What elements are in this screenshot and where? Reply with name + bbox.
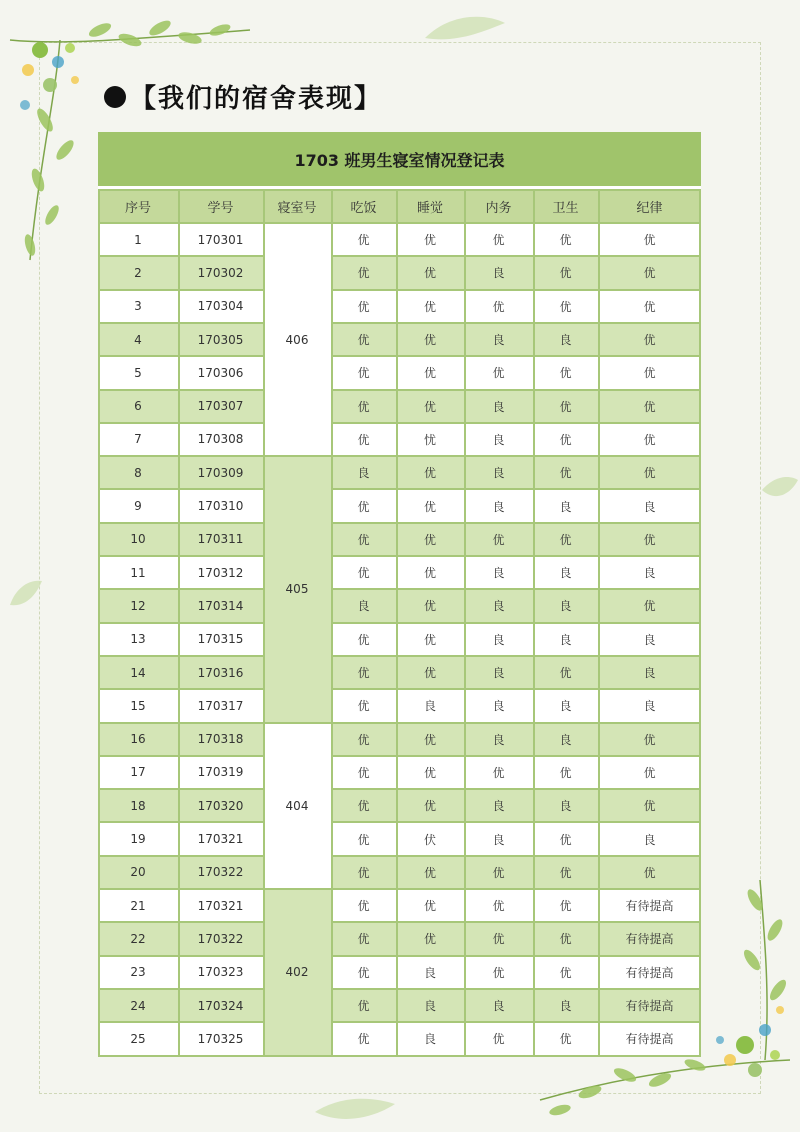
grid-line-horizontal	[331, 189, 701, 191]
grid-line-horizontal	[98, 855, 263, 857]
header-col-tidiness: 内务	[464, 190, 533, 223]
cell-discipline: 优	[598, 290, 701, 323]
cell-seq: 21	[98, 889, 178, 922]
grid-line-horizontal	[98, 422, 263, 424]
cell-student-id: 170318	[178, 723, 263, 756]
cell-student-id: 170310	[178, 489, 263, 522]
grid-line-horizontal	[331, 955, 701, 957]
header-col-discipline: 纪律	[598, 190, 701, 223]
grid-line-horizontal	[98, 655, 263, 657]
cell-tidiness: 优	[464, 856, 533, 889]
cell-meal: 优	[331, 423, 396, 456]
grid-line-horizontal	[331, 688, 701, 690]
cell-student-id: 170304	[178, 290, 263, 323]
cell-tidiness: 良	[464, 489, 533, 522]
cell-student-id: 170322	[178, 856, 263, 889]
cell-student-id: 170317	[178, 689, 263, 722]
grid-line-horizontal	[98, 722, 263, 724]
grid-line-horizontal	[331, 555, 701, 557]
cell-tidiness: 良	[464, 656, 533, 689]
cell-student-id: 170305	[178, 323, 263, 356]
cell-meal: 良	[331, 456, 396, 489]
cell-tidiness: 良	[464, 723, 533, 756]
grid-line-horizontal	[98, 788, 263, 790]
grid-line-horizontal	[98, 389, 263, 391]
cell-discipline: 良	[598, 689, 701, 722]
cell-discipline: 良	[598, 489, 701, 522]
cell-student-id: 170312	[178, 556, 263, 589]
grid-line-horizontal	[331, 355, 701, 357]
grid-line-horizontal	[98, 1021, 263, 1023]
cell-seq: 6	[98, 390, 178, 423]
grid-line-horizontal	[331, 289, 701, 291]
cell-meal: 优	[331, 856, 396, 889]
cell-meal: 优	[331, 689, 396, 722]
cell-sleep: 优	[396, 756, 464, 789]
cell-room-number: 402	[263, 889, 331, 1056]
cell-discipline: 优	[598, 856, 701, 889]
header-col-student-id: 学号	[178, 190, 263, 223]
cell-sleep: 优	[396, 723, 464, 756]
cell-sleep: 伏	[396, 822, 464, 855]
grid-line-horizontal	[331, 622, 701, 624]
cell-student-id: 170311	[178, 523, 263, 556]
cell-hygiene: 优	[533, 889, 598, 922]
section-heading	[104, 78, 382, 115]
cell-discipline: 优	[598, 356, 701, 389]
grid-line-horizontal	[263, 888, 331, 890]
grid-line-horizontal	[263, 222, 331, 224]
cell-meal: 优	[331, 623, 396, 656]
cell-seq: 12	[98, 589, 178, 622]
cell-tidiness: 良	[464, 456, 533, 489]
grid-line-horizontal	[331, 821, 701, 823]
grid-line-horizontal	[331, 888, 701, 890]
cell-hygiene: 优	[533, 523, 598, 556]
cell-meal: 优	[331, 922, 396, 955]
cell-sleep: 优	[396, 290, 464, 323]
grid-line-horizontal	[331, 655, 701, 657]
section-heading-text: 【我们的宿舍表现】	[130, 84, 383, 114]
grid-line-horizontal	[98, 688, 263, 690]
cell-hygiene: 优	[533, 822, 598, 855]
cell-meal: 优	[331, 256, 396, 289]
cell-student-id: 170309	[178, 456, 263, 489]
cell-room-number: 404	[263, 723, 331, 890]
cell-hygiene: 优	[533, 656, 598, 689]
grid-line-horizontal	[263, 722, 331, 724]
cell-tidiness: 良	[464, 556, 533, 589]
cell-tidiness: 优	[464, 356, 533, 389]
grid-line-horizontal	[98, 189, 263, 191]
cell-seq: 1	[98, 223, 178, 256]
cell-hygiene: 良	[533, 789, 598, 822]
cell-room-number: 406	[263, 223, 331, 456]
grid-line-horizontal	[331, 488, 701, 490]
cell-discipline: 良	[598, 656, 701, 689]
cell-student-id: 170319	[178, 756, 263, 789]
grid-line-horizontal	[98, 622, 263, 624]
dorm-record-table	[98, 132, 701, 1056]
cell-sleep: 良	[396, 989, 464, 1022]
cell-student-id: 170324	[178, 989, 263, 1022]
cell-room-number: 405	[263, 456, 331, 722]
cell-seq: 11	[98, 556, 178, 589]
cell-sleep: 优	[396, 456, 464, 489]
cell-discipline: 有待提高	[598, 956, 701, 989]
leaf-top-icon	[420, 8, 510, 48]
grid-line-horizontal	[98, 755, 263, 757]
grid-line-horizontal	[331, 455, 701, 457]
cell-hygiene: 优	[533, 956, 598, 989]
header-col-hygiene: 卫生	[533, 190, 598, 223]
cell-meal: 优	[331, 989, 396, 1022]
grid-line-horizontal	[331, 855, 701, 857]
cell-sleep: 良	[396, 1022, 464, 1055]
cell-sleep: 良	[396, 956, 464, 989]
cell-hygiene: 优	[533, 356, 598, 389]
cell-discipline: 优	[598, 423, 701, 456]
cell-seq: 10	[98, 523, 178, 556]
cell-discipline: 有待提高	[598, 1022, 701, 1055]
cell-tidiness: 优	[464, 223, 533, 256]
grid-line-horizontal	[331, 1021, 701, 1023]
grid-line-horizontal	[331, 222, 701, 224]
cell-hygiene: 优	[533, 1022, 598, 1055]
cell-hygiene: 良	[533, 623, 598, 656]
cell-sleep: 优	[396, 223, 464, 256]
cell-hygiene: 良	[533, 689, 598, 722]
cell-tidiness: 优	[464, 889, 533, 922]
cell-meal: 优	[331, 390, 396, 423]
grid-line-horizontal	[331, 389, 701, 391]
cell-seq: 17	[98, 756, 178, 789]
grid-line-horizontal	[331, 422, 701, 424]
cell-student-id: 170314	[178, 589, 263, 622]
cell-sleep: 忧	[396, 423, 464, 456]
cell-hygiene: 优	[533, 856, 598, 889]
cell-meal: 优	[331, 956, 396, 989]
cell-meal: 优	[331, 889, 396, 922]
cell-discipline: 优	[598, 390, 701, 423]
cell-hygiene: 优	[533, 390, 598, 423]
grid-line-horizontal	[98, 289, 263, 291]
grid-line-horizontal	[98, 455, 263, 457]
cell-sleep: 优	[396, 523, 464, 556]
cell-sleep: 优	[396, 256, 464, 289]
cell-discipline: 良	[598, 822, 701, 855]
cell-tidiness: 良	[464, 423, 533, 456]
cell-tidiness: 良	[464, 789, 533, 822]
bullet-dot-icon	[104, 86, 126, 108]
grid-line-horizontal	[98, 888, 263, 890]
cell-seq: 18	[98, 789, 178, 822]
cell-seq: 20	[98, 856, 178, 889]
leaf-left-icon	[8, 575, 44, 611]
cell-discipline: 优	[598, 589, 701, 622]
cell-seq: 22	[98, 922, 178, 955]
cell-tidiness: 良	[464, 323, 533, 356]
grid-line-horizontal	[98, 588, 263, 590]
cell-student-id: 170308	[178, 423, 263, 456]
cell-sleep: 优	[396, 922, 464, 955]
cell-meal: 优	[331, 1022, 396, 1055]
cell-seq: 8	[98, 456, 178, 489]
grid-line-horizontal	[98, 488, 263, 490]
grid-line-horizontal	[331, 588, 701, 590]
cell-student-id: 170307	[178, 390, 263, 423]
cell-sleep: 优	[396, 589, 464, 622]
header-col-seq: 序号	[98, 190, 178, 223]
cell-sleep: 优	[396, 889, 464, 922]
cell-seq: 7	[98, 423, 178, 456]
cell-student-id: 170320	[178, 789, 263, 822]
cell-seq: 23	[98, 956, 178, 989]
cell-tidiness: 良	[464, 390, 533, 423]
cell-meal: 优	[331, 723, 396, 756]
cell-hygiene: 优	[533, 256, 598, 289]
cell-student-id: 170322	[178, 922, 263, 955]
cell-hygiene: 良	[533, 489, 598, 522]
grid-line-horizontal	[263, 189, 331, 191]
grid-line-horizontal	[331, 921, 701, 923]
cell-tidiness: 良	[464, 623, 533, 656]
grid-line-horizontal	[98, 555, 263, 557]
cell-student-id: 170316	[178, 656, 263, 689]
grid-line-horizontal	[331, 322, 701, 324]
cell-sleep: 良	[396, 689, 464, 722]
cell-student-id: 170306	[178, 356, 263, 389]
cell-hygiene: 良	[533, 589, 598, 622]
grid-line-horizontal	[98, 955, 263, 957]
cell-tidiness: 优	[464, 290, 533, 323]
cell-sleep: 优	[396, 489, 464, 522]
cell-seq: 24	[98, 989, 178, 1022]
cell-sleep: 优	[396, 623, 464, 656]
cell-seq: 9	[98, 489, 178, 522]
header-col-sleep: 睡觉	[396, 190, 464, 223]
cell-student-id: 170321	[178, 822, 263, 855]
cell-sleep: 优	[396, 789, 464, 822]
cell-tidiness: 良	[464, 689, 533, 722]
cell-seq: 19	[98, 822, 178, 855]
cell-tidiness: 良	[464, 822, 533, 855]
cell-tidiness: 良	[464, 589, 533, 622]
grid-line-horizontal	[331, 255, 701, 257]
cell-discipline: 优	[598, 223, 701, 256]
cell-meal: 优	[331, 656, 396, 689]
cell-tidiness: 优	[464, 922, 533, 955]
cell-tidiness: 优	[464, 1022, 533, 1055]
grid-line-horizontal	[98, 921, 263, 923]
cell-seq: 25	[98, 1022, 178, 1055]
grid-line-horizontal	[98, 988, 263, 990]
grid-line-horizontal	[331, 722, 701, 724]
grid-line-horizontal	[331, 522, 701, 524]
cell-tidiness: 优	[464, 756, 533, 789]
cell-meal: 优	[331, 756, 396, 789]
cell-discipline: 有待提高	[598, 989, 701, 1022]
cell-meal: 优	[331, 523, 396, 556]
cell-hygiene: 优	[533, 223, 598, 256]
cell-discipline: 良	[598, 556, 701, 589]
cell-seq: 15	[98, 689, 178, 722]
cell-hygiene: 良	[533, 723, 598, 756]
cell-meal: 优	[331, 822, 396, 855]
grid-line-horizontal	[98, 222, 263, 224]
grid-line-horizontal	[98, 821, 263, 823]
grid-line-horizontal	[98, 522, 263, 524]
cell-sleep: 优	[396, 390, 464, 423]
grid-line-horizontal	[98, 322, 263, 324]
cell-student-id: 170325	[178, 1022, 263, 1055]
cell-discipline: 优	[598, 756, 701, 789]
cell-seq: 16	[98, 723, 178, 756]
cell-tidiness: 优	[464, 956, 533, 989]
grid-line-horizontal	[331, 788, 701, 790]
cell-meal: 优	[331, 789, 396, 822]
header-col-meal: 吃饭	[331, 190, 396, 223]
cell-tidiness: 优	[464, 523, 533, 556]
cell-hygiene: 良	[533, 323, 598, 356]
cell-hygiene: 良	[533, 556, 598, 589]
leaf-bottom-icon	[310, 1092, 400, 1128]
cell-seq: 2	[98, 256, 178, 289]
cell-sleep: 优	[396, 656, 464, 689]
grid-line-horizontal	[331, 755, 701, 757]
cell-tidiness: 良	[464, 989, 533, 1022]
header-col-room: 寝室号	[263, 190, 331, 223]
cell-discipline: 良	[598, 623, 701, 656]
grid-line-vertical	[263, 190, 265, 1056]
cell-seq: 13	[98, 623, 178, 656]
cell-discipline: 优	[598, 256, 701, 289]
grid-line-horizontal	[263, 455, 331, 457]
cell-discipline: 优	[598, 789, 701, 822]
cell-discipline: 优	[598, 723, 701, 756]
cell-sleep: 优	[396, 556, 464, 589]
grid-line-horizontal	[98, 355, 263, 357]
grid-line-horizontal	[331, 988, 701, 990]
cell-seq: 14	[98, 656, 178, 689]
cell-discipline: 有待提高	[598, 922, 701, 955]
cell-hygiene: 优	[533, 456, 598, 489]
cell-meal: 优	[331, 356, 396, 389]
cell-student-id: 170321	[178, 889, 263, 922]
cell-discipline: 优	[598, 323, 701, 356]
cell-discipline: 优	[598, 456, 701, 489]
cell-tidiness: 良	[464, 256, 533, 289]
cell-sleep: 优	[396, 856, 464, 889]
cell-meal: 优	[331, 489, 396, 522]
cell-sleep: 优	[396, 323, 464, 356]
cell-hygiene: 良	[533, 989, 598, 1022]
cell-student-id: 170323	[178, 956, 263, 989]
cell-seq: 3	[98, 290, 178, 323]
cell-seq: 4	[98, 323, 178, 356]
cell-hygiene: 优	[533, 922, 598, 955]
cell-student-id: 170301	[178, 223, 263, 256]
cell-hygiene: 优	[533, 423, 598, 456]
cell-discipline: 有待提高	[598, 889, 701, 922]
grid-line-horizontal	[98, 1055, 701, 1057]
leaf-right-icon	[760, 470, 800, 510]
cell-discipline: 优	[598, 523, 701, 556]
cell-hygiene: 优	[533, 290, 598, 323]
cell-meal: 优	[331, 223, 396, 256]
cell-meal: 优	[331, 323, 396, 356]
cell-meal: 优	[331, 556, 396, 589]
cell-meal: 良	[331, 589, 396, 622]
grid-line-horizontal	[98, 255, 263, 257]
cell-meal: 优	[331, 290, 396, 323]
cell-student-id: 170315	[178, 623, 263, 656]
cell-student-id: 170302	[178, 256, 263, 289]
cell-hygiene: 优	[533, 756, 598, 789]
cell-seq: 5	[98, 356, 178, 389]
table-title: 1703 班男生寝室情况登记表	[98, 132, 701, 186]
cell-sleep: 优	[396, 356, 464, 389]
